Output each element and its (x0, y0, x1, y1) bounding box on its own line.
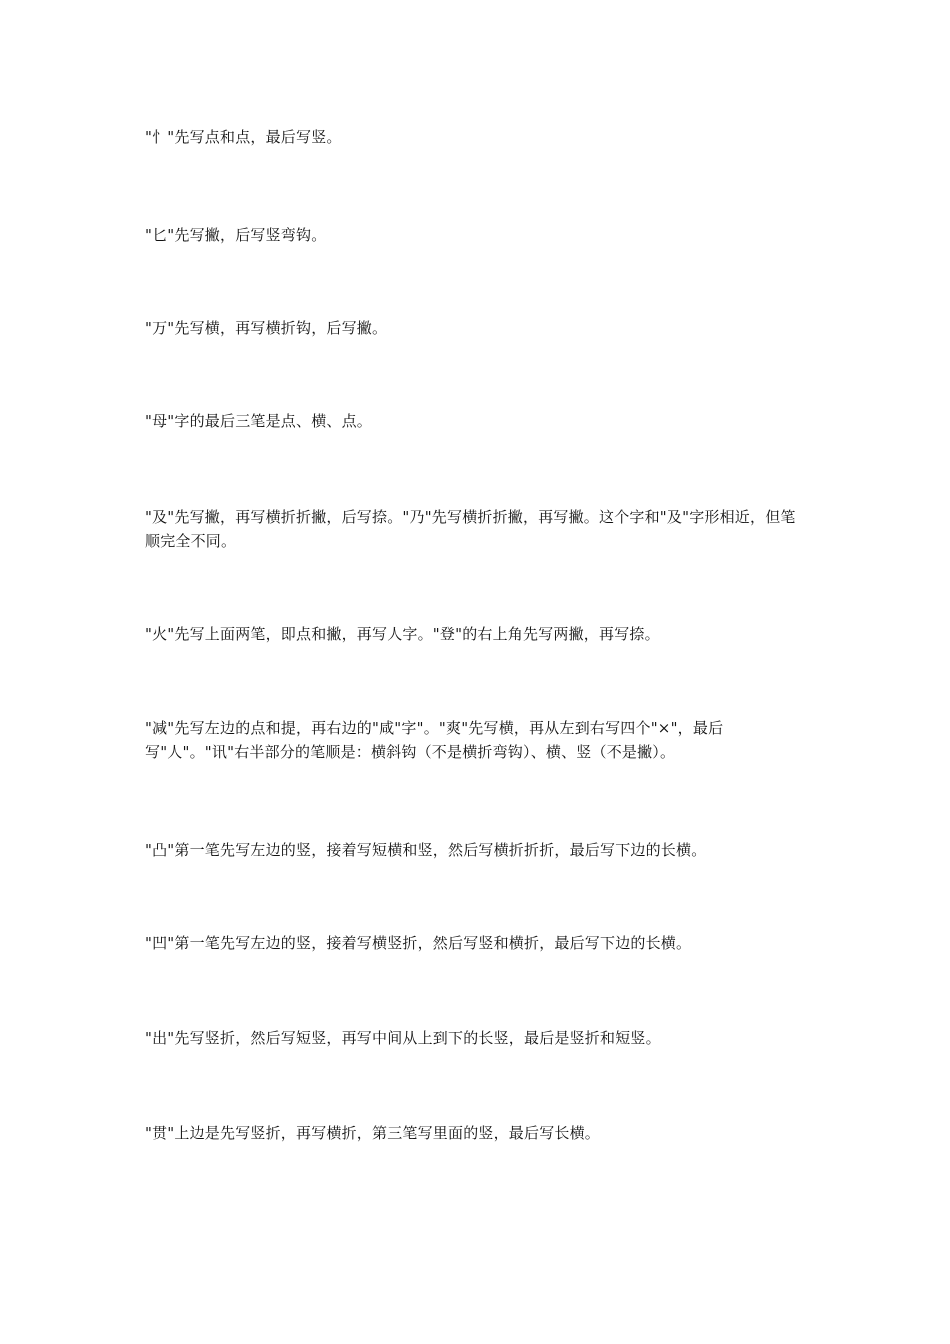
paragraph-5: "及"先写撇，再写横折折撇，后写捺。"乃"先写横折折撇，再写撇。这个字和"及"字形相近，但笔顺完全不同。 (145, 508, 796, 550)
paragraph-7: "减"先写左边的点和提，再右边的"咸"字"。"爽"先写横，再从左到右写四个"×"，最后写"人"。"讯"右半部分的笔顺是：横斜钩（不是横折弯钩）、横、竖（不是撇）。 (145, 719, 724, 761)
paragraph-3: "万"先写横，再写横折钩，后写撇。 (145, 319, 388, 337)
paragraph-6: "火"先写上面两笔，即点和撇，再写人字。"登"的右上角先写两撇，再写捺。 (145, 625, 660, 643)
paragraph-4: "母"字的最后三笔是点、横、点。 (145, 412, 373, 430)
paragraph-9: "凹"第一笔先写左边的竖，接着写横竖折，然后写竖和横折，最后写下边的长横。 (145, 934, 692, 952)
paragraph-10: "出"先写竖折，然后写短竖，再写中间从上到下的长竖，最后是竖折和短竖。 (145, 1029, 661, 1047)
paragraph-1: "忄"先写点和点，最后写竖。 (145, 128, 342, 146)
paragraph-8: "凸"第一笔先写左边的竖，接着写短横和竖，然后写横折折折，最后写下边的长横。 (145, 841, 707, 859)
paragraph-11: "贯"上边是先写竖折，再写横折，第三笔写里面的竖，最后写长横。 (145, 1124, 601, 1142)
paragraph-2: "匕"先写撇，后写竖弯钩。 (145, 226, 327, 244)
